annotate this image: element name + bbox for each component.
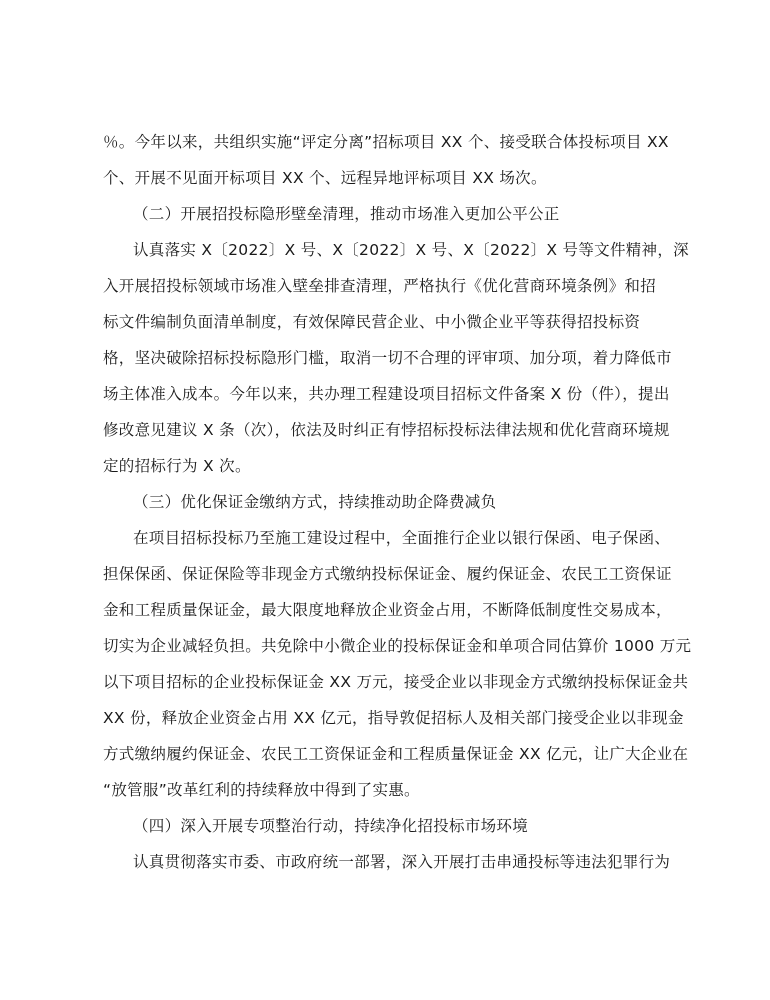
text-line: 场主体准入成本。今年以来，共办理工程建设项目招标文件备案 X 份（件），提出 <box>103 385 670 403</box>
text-line: ％。今年以来，共组织实施“评定分离”招标项目 XX 个、接受联合体投标项目 XX <box>103 133 669 151</box>
text-line: 标文件编制负面清单制度，有效保障民营企业、中小微企业平等获得招投标资 <box>103 313 641 331</box>
text-line: 以下项目招标的企业投标保证金 XX 万元，接受企业以非现金方式缴纳投标保证金共 <box>103 673 689 691</box>
text-line: 格，坚决破除招标投标隐形门槛，取消一切不合理的评审项、加分项，着力降低市 <box>103 349 672 367</box>
text-line: 定的招标行为 X 次。 <box>103 457 251 475</box>
section-heading: （四）深入开展专项整治行动，持续净化招投标市场环境 <box>133 817 529 835</box>
text-line: “放管服”改革红利的持续释放中得到了实惠。 <box>103 781 420 799</box>
text-line: 金和工程质量保证金，最大限度地释放企业资金占用，不断降低制度性交易成本， <box>103 601 672 619</box>
text-line: 方式缴纳履约保证金、农民工工资保证金和工程质量保证金 XX 亿元，让广大企业在 <box>103 745 689 763</box>
section-heading: （三）优化保证金缴纳方式，持续推动助企降费减负 <box>133 493 497 511</box>
text-line: 修改意见建议 X 条（次），依法及时纠正有悖招标投标法律法规和优化营商环境规 <box>103 421 670 439</box>
section-heading: （二）开展招投标隐形壁垒清理，推动市场准入更加公平公正 <box>133 205 560 223</box>
text-line: 认真落实 X〔2022〕X 号、X〔2022〕X 号、X〔2022〕X 号等文件精神，深 <box>133 241 689 259</box>
text-line: XX 份，释放企业资金占用 XX 亿元，指导敦促招标人及相关部门接受企业以非现金 <box>103 709 684 727</box>
text-line: 切实为企业减轻负担。共免除中小微企业的投标保证金和单项合同估算价 1000 万元 <box>103 637 692 655</box>
text-line: 在项目招标投标乃至施工建设过程中，全面推行企业以银行保函、电子保函、 <box>133 529 671 547</box>
text-line: 个、开展不见面开标项目 XX 个、远程异地评标项目 XX 场次。 <box>103 169 547 187</box>
text-line: 担保保函、保证保险等非现金方式缴纳投标保证金、履约保证金、农民工工资保证 <box>103 565 672 583</box>
text-line: 入开展招投标领域市场准入壁垒排查清理，严格执行《优化营商环境条例》和招 <box>103 277 657 295</box>
text-line: 认真贯彻落实市委、市政府统一部署，深入开展打击串通投标等违法犯罪行为 <box>133 853 671 871</box>
